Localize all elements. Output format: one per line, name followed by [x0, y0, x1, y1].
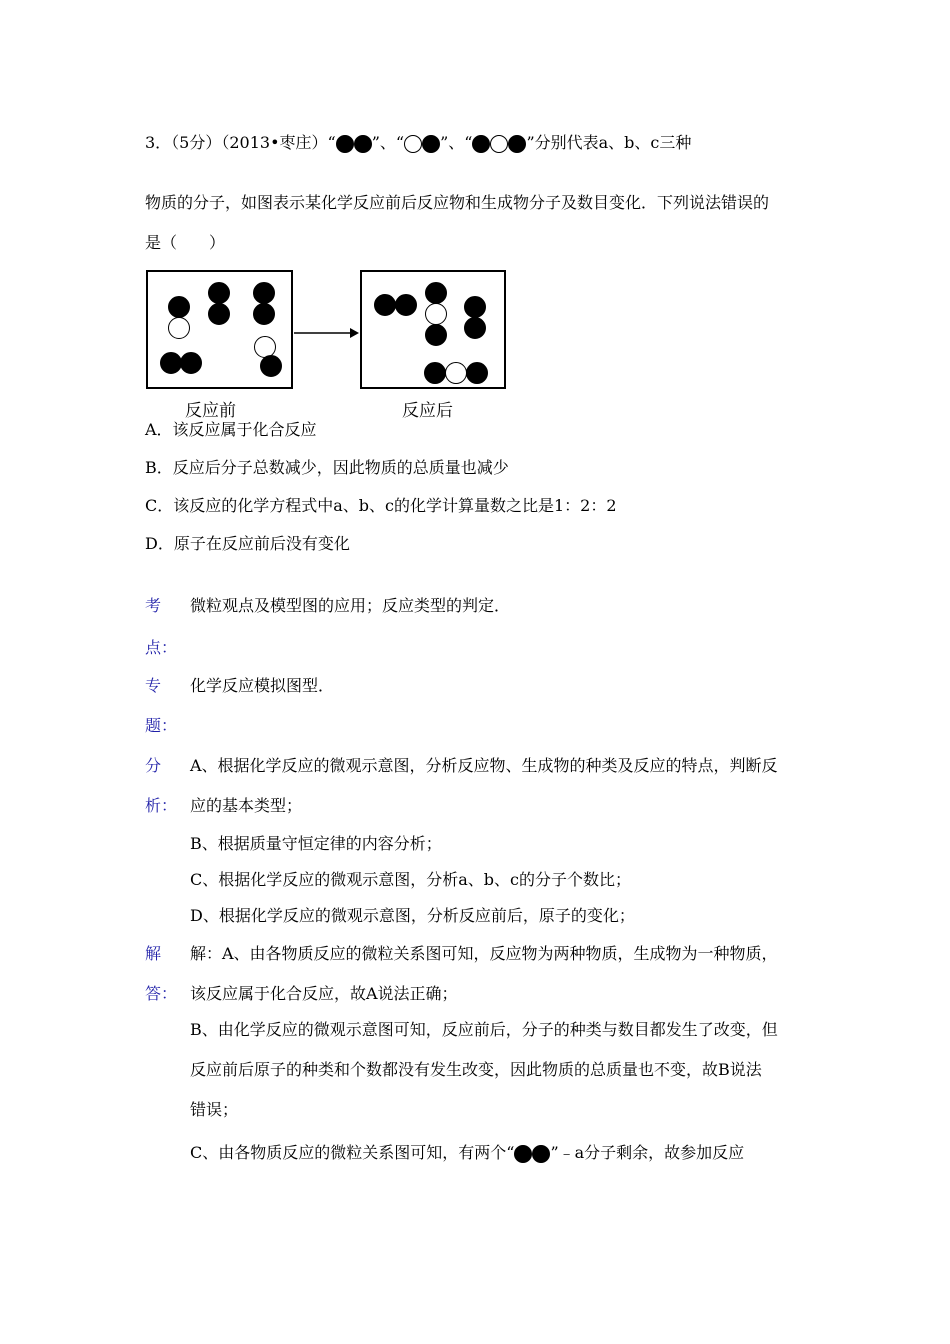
- atom-black-icon: [260, 355, 282, 377]
- atom-black-icon: [374, 294, 396, 316]
- atom-black-icon: [464, 317, 486, 339]
- kaodian-label-1: 考: [145, 596, 162, 615]
- fenxi-line: B、根据质量守恒定律的内容分析；: [190, 834, 442, 853]
- option-b: B．反应后分子总数减少，因此物质的总质量也减少: [145, 458, 509, 477]
- question-line-3: 是（ ）: [145, 233, 226, 252]
- jieda-line: B、由化学反应的微观示意图可知，反应前后，分子的种类与数目都发生了改变，但: [190, 1020, 778, 1039]
- atom-black-icon: [253, 303, 275, 325]
- molecule-b-icon: [404, 134, 440, 154]
- fenxi-line: D、根据化学反应的微观示意图，分析反应前后，原子的变化；: [190, 906, 635, 925]
- atom-black-icon: [180, 352, 202, 374]
- atom-white-icon: [425, 303, 447, 325]
- after-label: 反应后: [402, 401, 453, 421]
- molecule-c-icon: [472, 134, 526, 154]
- jieda-line: 解：A、由各物质反应的微粒关系图可知，反应物为两种物质，生成物为一种物质，: [190, 944, 778, 963]
- question-line-2: 物质的分子，如图表示某化学反应前后反应物和生成物分子及数目变化．下列说法错误的: [145, 193, 770, 212]
- jieda-label-2: 答：: [145, 984, 178, 1003]
- atom-black-icon: [208, 303, 230, 325]
- fenxi-label-1: 分: [145, 756, 162, 775]
- fenxi-line: C、根据化学反应的微观示意图，分析a、b、c的分子个数比；: [190, 870, 631, 889]
- atom-black-icon: [160, 352, 182, 374]
- fenxi-label-2: 析：: [145, 796, 178, 815]
- atom-black-icon: [424, 362, 446, 384]
- atom-black-icon: [425, 282, 447, 304]
- jieda-label-1: 解: [145, 944, 162, 963]
- before-box: [146, 270, 293, 389]
- molecule-a-icon: [336, 134, 372, 154]
- atom-white-icon: [168, 317, 190, 339]
- atom-black-icon: [395, 294, 417, 316]
- atom-black-icon: [168, 296, 190, 318]
- jieda-line: 反应前后原子的种类和个数都没有发生改变，因此物质的总质量也不变，故B说法: [190, 1060, 762, 1079]
- atom-black-icon: [253, 282, 275, 304]
- kaodian-label-2: 点：: [145, 638, 178, 657]
- jieda-last-line: C、由各物质反应的微粒关系图可知，有两个“ ”﹣a分子剩余，故参加反应: [190, 1143, 745, 1162]
- zhuanti-text: 化学反应模拟图型．: [190, 676, 335, 695]
- fenxi-line: 应的基本类型；: [190, 796, 303, 815]
- atom-black-icon: [466, 362, 488, 384]
- zhuanti-label-2: 题：: [145, 716, 178, 735]
- after-box: [360, 270, 506, 389]
- option-d: D．原子在反应前后没有变化: [145, 534, 350, 553]
- atom-black-icon: [464, 296, 486, 318]
- fenxi-line: A、根据化学反应的微观示意图，分析反应物、生成物的种类及反应的特点，判断反: [190, 756, 778, 775]
- molecule-a-icon: [514, 1144, 550, 1164]
- jieda-line: 错误；: [190, 1100, 239, 1119]
- zhuanti-label-1: 专: [145, 676, 162, 695]
- jieda-line: 该反应属于化合反应，故A说法正确；: [190, 984, 458, 1003]
- arrow-icon: [294, 325, 360, 341]
- option-a: A．该反应属于化合反应: [145, 420, 317, 439]
- before-label: 反应前: [185, 401, 236, 421]
- atom-white-icon: [445, 362, 467, 384]
- kaodian-text: 微粒观点及模型图的应用；反应类型的判定．: [190, 596, 511, 615]
- option-c: C．该反应的化学方程式中a、b、c的化学计算量数之比是1：2：2: [145, 496, 617, 515]
- atom-black-icon: [208, 282, 230, 304]
- atom-black-icon: [425, 324, 447, 346]
- question-line-1: 3．（5分）（2013•枣庄）“ ”、“ ”、“ ”分别代表a、b、c三种: [145, 133, 692, 152]
